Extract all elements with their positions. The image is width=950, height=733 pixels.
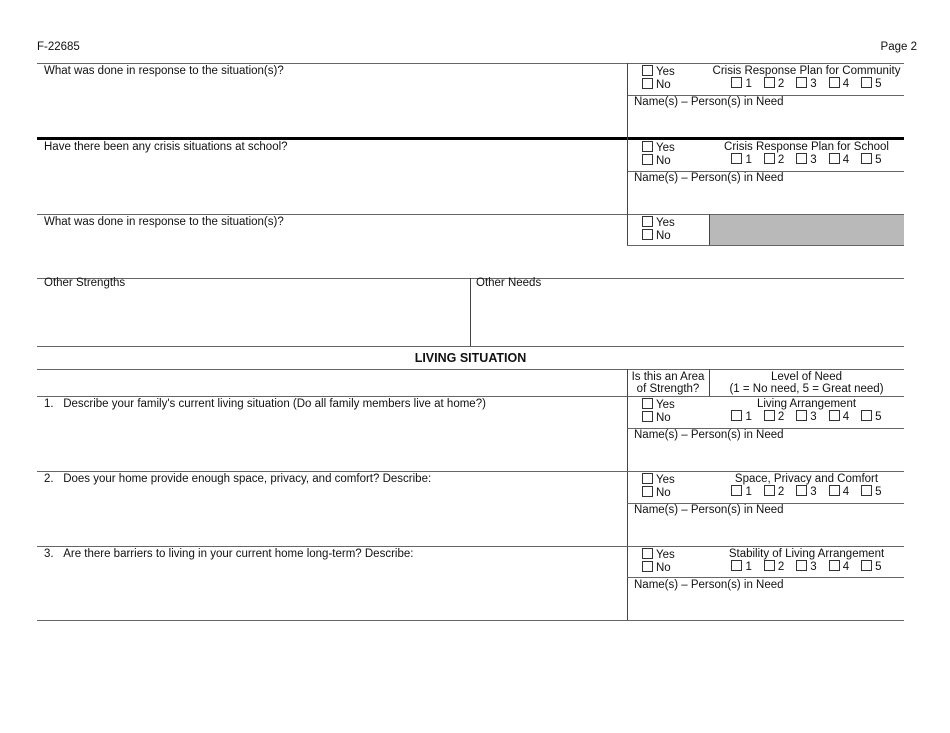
level-title: Crisis Response Plan for School bbox=[724, 141, 889, 153]
level-1-checkbox[interactable]: 1 bbox=[731, 411, 751, 423]
checkbox-icon bbox=[642, 154, 653, 165]
name-field-label[interactable]: Name(s) – Person(s) in Need bbox=[634, 96, 784, 108]
checkbox-icon bbox=[642, 548, 653, 559]
strength-yes-no bbox=[642, 65, 675, 91]
strength-yes-no bbox=[642, 141, 675, 167]
need-column-header: Level of Need (1 = No need, 5 = Great need) bbox=[729, 371, 884, 395]
level-1-checkbox[interactable]: 1 bbox=[731, 78, 751, 90]
checkbox-icon bbox=[642, 65, 653, 76]
level-5-checkbox[interactable]: 5 bbox=[861, 561, 881, 573]
level-5-checkbox[interactable]: 5 bbox=[861, 78, 881, 90]
level-4-checkbox[interactable]: 4 bbox=[829, 561, 849, 573]
question: What was done in response to the situation(s)? bbox=[44, 65, 284, 77]
level-3-checkbox[interactable]: 3 bbox=[796, 561, 816, 573]
level-title: Stability of Living Arrangement bbox=[728, 548, 885, 560]
level-of-need bbox=[709, 398, 904, 423]
level-5-checkbox[interactable]: 5 bbox=[861, 486, 881, 498]
checkbox-icon bbox=[642, 473, 653, 484]
section-title: LIVING SITUATION bbox=[414, 351, 527, 365]
yes-checkbox[interactable]: Yes bbox=[642, 548, 675, 561]
level-3-checkbox[interactable]: 3 bbox=[796, 78, 816, 90]
no-checkbox[interactable]: No bbox=[642, 561, 675, 574]
question: What was done in response to the situation(s)? bbox=[44, 216, 284, 228]
strength-yes-no bbox=[642, 548, 675, 574]
level-3-checkbox[interactable]: 3 bbox=[796, 411, 816, 423]
level-of-need bbox=[709, 65, 904, 90]
level-title: Living Arrangement bbox=[756, 398, 857, 410]
shaded-cell bbox=[710, 215, 904, 245]
no-checkbox[interactable]: No bbox=[642, 486, 675, 499]
level-of-need bbox=[709, 141, 904, 166]
checkbox-icon bbox=[642, 411, 653, 422]
name-field-label[interactable]: Name(s) – Person(s) in Need bbox=[634, 172, 784, 184]
level-title: Space, Privacy and Comfort bbox=[734, 473, 879, 485]
checkbox-icon bbox=[642, 216, 653, 227]
level-4-checkbox[interactable]: 4 bbox=[829, 154, 849, 166]
strength-column-header: Is this an Area of Strength? bbox=[631, 371, 705, 395]
level-1-checkbox[interactable]: 1 bbox=[731, 486, 751, 498]
question: 1. Describe your family's current living situation (Do all family members live at home?) bbox=[44, 398, 486, 410]
level-5-checkbox[interactable]: 5 bbox=[861, 154, 881, 166]
name-field-label[interactable]: Name(s) – Person(s) in Need bbox=[634, 429, 784, 441]
level-1-checkbox[interactable]: 1 bbox=[731, 561, 751, 573]
other-strengths-field[interactable]: Other Strengths bbox=[44, 277, 126, 289]
strength-yes-no bbox=[642, 398, 675, 424]
level-title: Crisis Response Plan for Community bbox=[712, 65, 901, 77]
level-1-checkbox[interactable]: 1 bbox=[731, 154, 751, 166]
level-4-checkbox[interactable]: 4 bbox=[829, 78, 849, 90]
checkbox-icon bbox=[642, 141, 653, 152]
no-checkbox[interactable]: No bbox=[642, 78, 675, 91]
level-3-checkbox[interactable]: 3 bbox=[796, 154, 816, 166]
level-2-checkbox[interactable]: 2 bbox=[764, 411, 784, 423]
name-field-label[interactable]: Name(s) – Person(s) in Need bbox=[634, 504, 784, 516]
level-3-checkbox[interactable]: 3 bbox=[796, 486, 816, 498]
level-2-checkbox[interactable]: 2 bbox=[764, 78, 784, 90]
checkbox-icon bbox=[642, 486, 653, 497]
level-4-checkbox[interactable]: 4 bbox=[829, 486, 849, 498]
checkbox-icon bbox=[642, 78, 653, 89]
no-checkbox[interactable]: No bbox=[642, 154, 675, 167]
name-field-label[interactable]: Name(s) – Person(s) in Need bbox=[634, 579, 784, 591]
level-5-checkbox[interactable]: 5 bbox=[861, 411, 881, 423]
level-2-checkbox[interactable]: 2 bbox=[764, 154, 784, 166]
level-2-checkbox[interactable]: 2 bbox=[764, 486, 784, 498]
checkbox-icon bbox=[642, 229, 653, 240]
level-of-need bbox=[709, 548, 904, 573]
question: Have there been any crisis situations at school? bbox=[44, 141, 288, 153]
yes-checkbox[interactable]: Yes bbox=[642, 216, 675, 229]
yes-checkbox[interactable]: Yes bbox=[642, 473, 675, 486]
form-id: F-22685 bbox=[37, 41, 80, 53]
checkbox-icon bbox=[642, 561, 653, 572]
question: 3. Are there barriers to living in your current home long-term? Describe: bbox=[44, 548, 414, 560]
strength-yes-no bbox=[642, 473, 675, 499]
level-4-checkbox[interactable]: 4 bbox=[829, 411, 849, 423]
no-checkbox[interactable]: No bbox=[642, 229, 675, 242]
question: 2. Does your home provide enough space, privacy, and comfort? Describe: bbox=[44, 473, 432, 485]
page-number: Page 2 bbox=[880, 41, 917, 53]
no-checkbox[interactable]: No bbox=[642, 411, 675, 424]
level-of-need bbox=[709, 473, 904, 498]
yes-checkbox[interactable]: Yes bbox=[642, 65, 675, 78]
yes-checkbox[interactable]: Yes bbox=[642, 141, 675, 154]
checkbox-icon bbox=[642, 398, 653, 409]
level-2-checkbox[interactable]: 2 bbox=[764, 561, 784, 573]
yes-checkbox[interactable]: Yes bbox=[642, 398, 675, 411]
strength-yes-no bbox=[642, 216, 675, 242]
other-needs-field[interactable]: Other Needs bbox=[476, 277, 542, 289]
